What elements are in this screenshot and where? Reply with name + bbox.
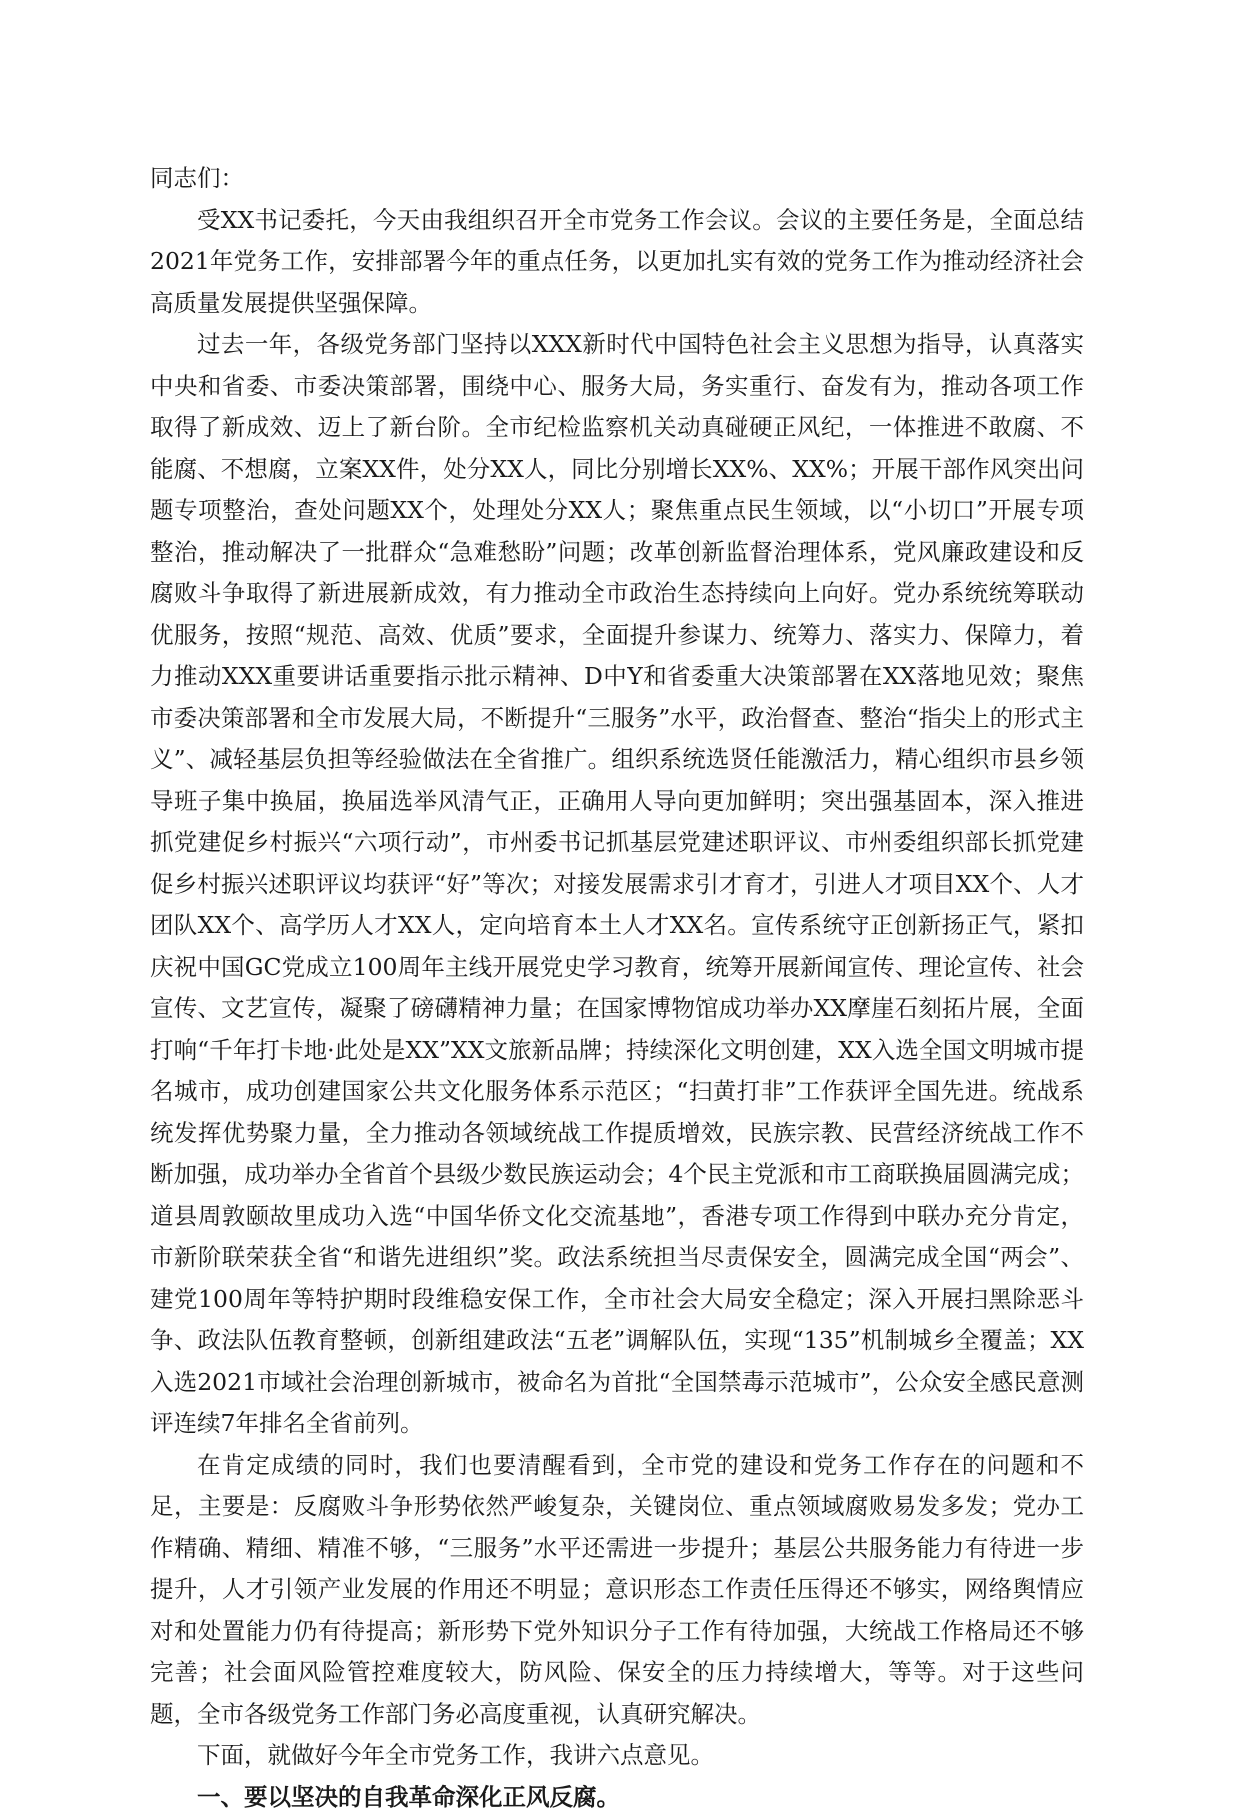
paragraph-intro: 受XX书记委托，今天由我组织召开全市党务工作会议。会议的主要任务是，全面总结2021年党务工作，安排部署今年的重点任务，以更加扎实有效的党务工作为推动经济社会高质量发展提供坚强保障。	[150, 200, 1084, 325]
document-body	[150, 158, 1084, 1818]
paragraph-problems: 在肯定成绩的同时，我们也要清醒看到，全市党的建设和党务工作存在的问题和不足，主要是：反腐败斗争形势依然严峻复杂，关键岗位、重点领域腐败易发多发；党办工作精确、精细、精准不够，“三服务”水平还需进一步提升；基层公共服务能力有待进一步提升，人才引领产业发展的作用还不明显；意识形态工作责任压得还不够实，网络舆情应对和处置能力仍有待提高；新形势下党外知识分子工作有待加强，大统战工作格局还不够完善；社会面风险管控难度较大，防风险、保安全的压力持续增大，等等。对于这些问题，全市各级党务工作部门务必高度重视，认真研究解决。	[150, 1445, 1084, 1736]
paragraph-achievements: 过去一年，各级党务部门坚持以XXX新时代中国特色社会主义思想为指导，认真落实中央和省委、市委决策部署，围绕中心、服务大局，务实重行、奋发有为，推动各项工作取得了新成效、迈上了新台阶。全市纪检监察机关动真碰硬正风纪，一体推进不敢腐、不能腐、不想腐，立案XX件，处分XX人，同比分别增长XX%、XX%；开展干部作风突出问题专项整治，查处问题XX个，处理处分XX人；聚焦重点民生领域，以“小切口”开展专项整治，推动解决了一批群众“急难愁盼”问题；改革创新监督治理体系，党风廉政建设和反腐败斗争取得了新进展新成效，有力推动全市政治生态持续向上向好。党办系统统筹联动优服务，按照“规范、高效、优质”要求，全面提升参谋力、统筹力、落实力、保障力，着力推动XXX重要讲话重要指示批示精神、D中Y和省委重大决策部署在XX落地见效；聚焦市委决策部署和全市发展大局，不断提升“三服务”水平，政治督查、整治“指尖上的形式主义”、减轻基层负担等经验做法在全省推广。组织系统选贤任能激活力，精心组织市县乡领导班子集中换届，换届选举风清气正，正确用人导向更加鲜明；突出强基固本，深入推进抓党建促乡村振兴“六项行动”，市州委书记抓基层党建述职评议、市州委组织部长抓党建促乡村振兴述职评议均获评“好”等次；对接发展需求引才育才，引进人才项目XX个、人才团队XX个、高学历人才XX人，定向培育本土人才XX名。宣传系统守正创新扬正气，紧扣庆祝中国GC党成立100周年主线开展党史学习教育，统筹开展新闻宣传、理论宣传、社会宣传、文艺宣传，凝聚了磅礴精神力量；在国家博物馆成功举办XX摩崖石刻拓片展，全面打响“千年打卡地·此处是XX”XX文旅新品牌；持续深化文明创建，XX入选全国文明城市提名城市，成功创建国家公共文化服务体系示范区；“扫黄打非”工作获评全国先进。统战系统发挥优势聚力量，全力推动各领域统战工作提质增效，民族宗教、民营经济统战工作不断加强，成功举办全省首个县级少数民族运动会；4个民主党派和市工商联换届圆满完成；道县周敦颐故里成功入选“中国华侨文化交流基地”，香港专项工作得到中联办充分肯定，市新阶联荣获全省“和谐先进组织”奖。政法系统担当尽责保安全，圆满完成全国“两会”、建党100周年等特护期时段维稳安保工作，全市社会大局安全稳定；深入开展扫黑除恶斗争、政法队伍教育整顿，创新组建政法“五老”调解队伍，实现“135”机制城乡全覆盖；XX入选2021市域社会治理创新城市，被命名为首批“全国禁毒示范城市”，公众安全感民意测评连续7年排名全省前列。	[150, 324, 1084, 1445]
section-heading: 一、要以坚决的自我革命深化正风反腐。	[150, 1777, 1084, 1818]
salutation: 同志们：	[150, 158, 1084, 200]
paragraph-transition: 下面，就做好今年全市党务工作，我讲六点意见。	[150, 1735, 1084, 1777]
